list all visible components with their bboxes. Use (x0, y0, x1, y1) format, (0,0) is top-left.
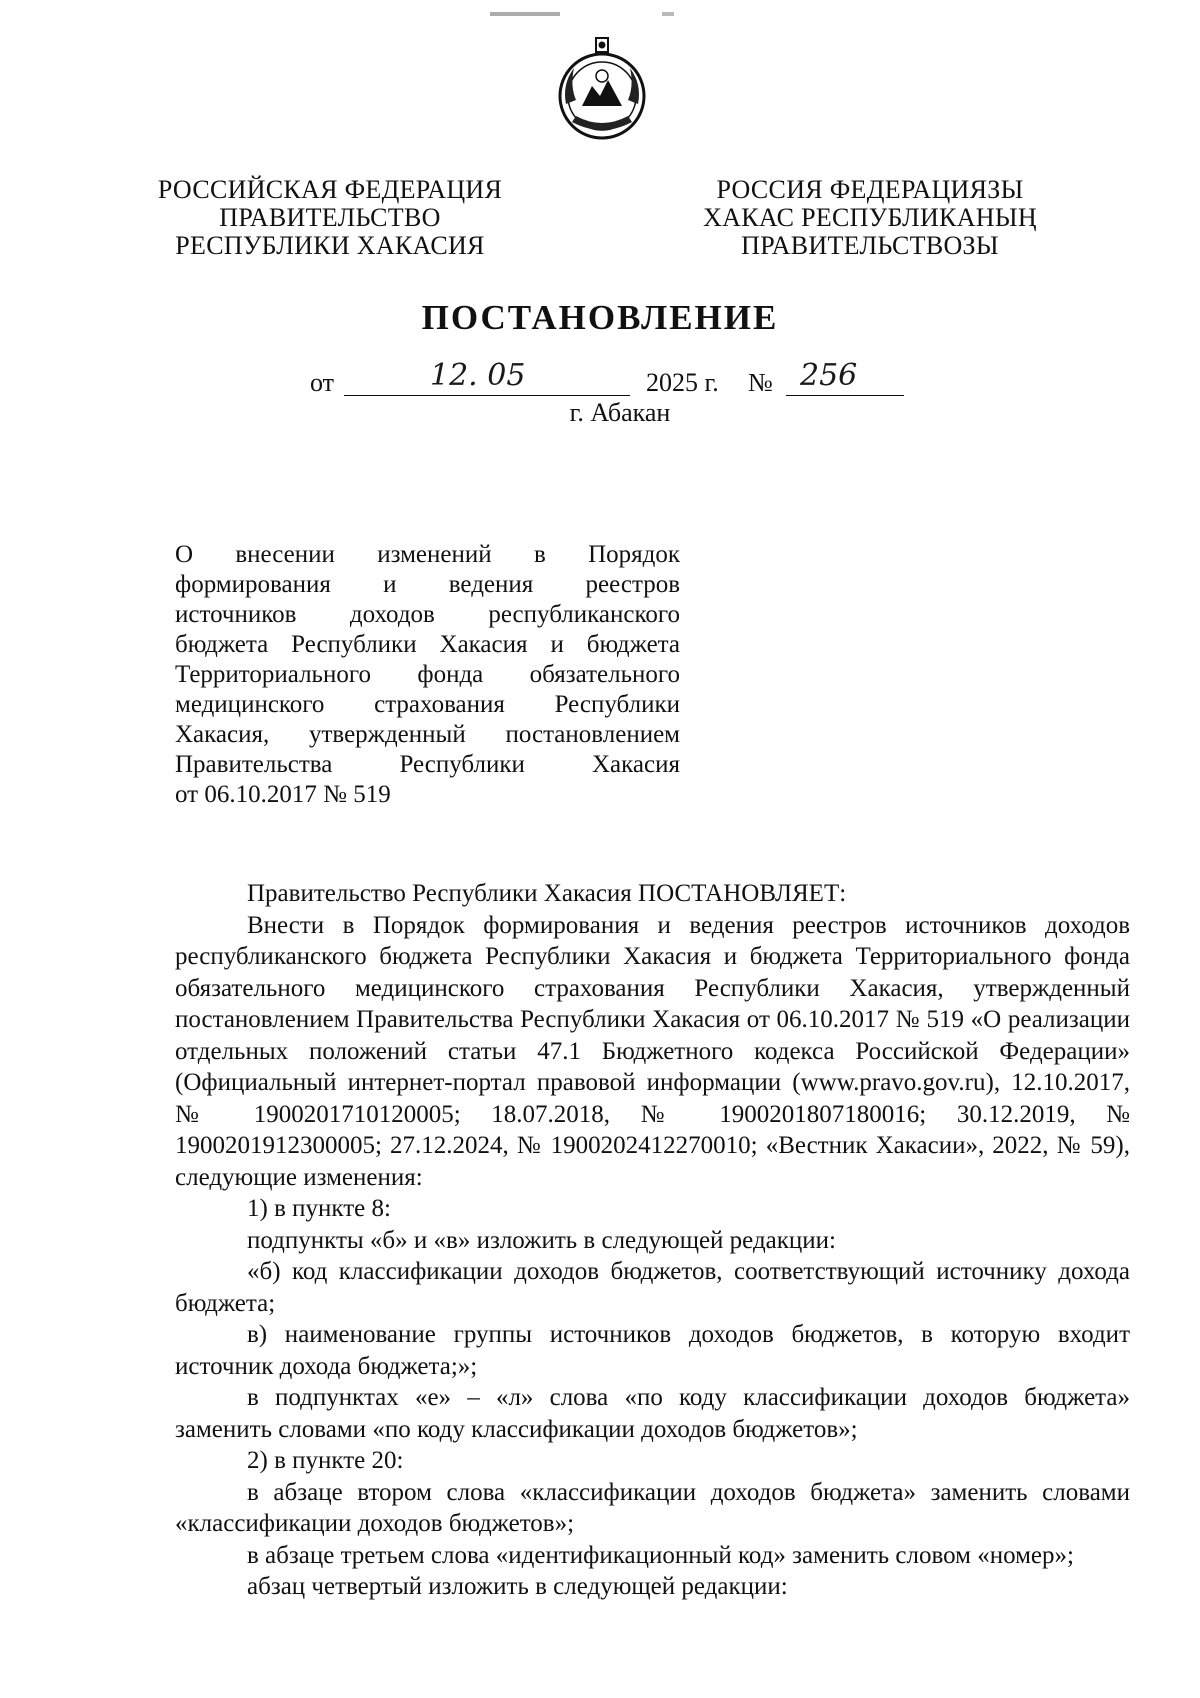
coat-of-arms-icon (552, 34, 652, 142)
subject-line: медицинского страхования Республики (175, 691, 680, 718)
number-underline (786, 395, 904, 396)
header-right-line: РОССИЯ ФЕДЕРАЦИЯЗЫ (716, 175, 1024, 204)
from-label: от (310, 368, 335, 397)
body-paragraph: Правительство Республики Хакасия ПОСТАНОВЛЯЕТ: (247, 880, 847, 907)
header-right-line: ХАКАС РЕСПУБЛИКАНЫҢ (703, 203, 1037, 232)
handwritten-number: 256 (800, 358, 858, 393)
subject-line: от 06.10.2017 № 519 (175, 781, 391, 808)
body-paragraph: 1) в пункте 8: (247, 1195, 391, 1222)
subject-line: бюджета Республики Хакасия и бюджета (175, 631, 680, 658)
header-left-russian (150, 176, 510, 260)
body-paragraph: 2) в пункте 20: (247, 1447, 404, 1474)
subject-line: источников доходов республиканского (175, 601, 680, 628)
subject-line: формирования и ведения реестров (175, 571, 680, 598)
header-right-line: ПРАВИТЕЛЬСТВОЗЫ (741, 231, 999, 260)
body-paragraph: подпункты «б» и «в» изложить в следующей редакции: (247, 1226, 836, 1254)
body-paragraph: абзац четвертый изложить в следующей редакции: (247, 1573, 788, 1600)
document-title: ПОСТАНОВЛЕНИЕ (421, 298, 779, 337)
body-paragraph: «б) код классификации доходов бюджетов, соответствующий источнику дохода бюджета; (175, 1258, 1130, 1317)
header-left-line: РЕСПУБЛИКИ ХАКАСИЯ (175, 231, 485, 260)
date-underline (344, 395, 630, 396)
body-paragraph: в подпунктах «е» – «л» слова «по коду классификации доходов бюджета» заменить словами «по коду классификации доходов бюджетов»; (175, 1384, 1130, 1443)
body-paragraph: в абзаце втором слова «классификации доходов бюджета» заменить словами «классификации доходов бюджетов»; (175, 1478, 1130, 1537)
header-right-khakas (690, 176, 1050, 260)
scan-artifact (662, 12, 674, 16)
subject-line: О внесении изменений в Порядок (175, 541, 680, 568)
subject-line: Хакасия, утвержденный постановлением (175, 721, 680, 748)
document-subject (175, 540, 680, 810)
document-body (175, 878, 1130, 1603)
subject-line: Территориального фонда обязательного (175, 661, 680, 688)
header-left-line: РОССИЙСКАЯ ФЕДЕРАЦИЯ (157, 175, 503, 204)
handwritten-date: 12. 05 (430, 358, 526, 393)
scan-artifact (490, 12, 560, 16)
body-paragraph: в абзаце третьем слова «идентификационный код» заменить словом «номер»; (247, 1541, 1074, 1569)
header-left-line: ПРАВИТЕЛЬСТВО (219, 203, 441, 232)
subject-line: Правительства Республики Хакасия (175, 751, 680, 778)
year-label: 2025 г. (646, 368, 719, 397)
city-label: г. Абакан (569, 398, 671, 427)
number-label: № (748, 368, 773, 397)
body-paragraph: Внести в Порядок формирования и ведения реестров источников доходов республиканского бюджета Республики Хакасия и бюджета Территориального фонда обязательного медицинского страхования Республики Хакасия, утвержденный постановлением Правительства Республики Хакасия от 06.10.2017 № 519 «О реализации отдельных положений статьи 47.1 Бюджетного кодекса Российской Федерации» (Официальный интернет-портал правовой информации (www.pravo.gov.ru), 12.10.2017, № 1900201710120005; 18.07.2018, № 1900201807180016; 30.12.2019, № 1900201912300005; 27.12.2024, № 1900202412270010; «Вестник Хакасии», 2022, № 59), следующие изменения: (175, 911, 1130, 1191)
body-paragraph: в) наименование группы источников доходов бюджетов, в которую входит источник дохода бюджета;»; (175, 1321, 1130, 1380)
